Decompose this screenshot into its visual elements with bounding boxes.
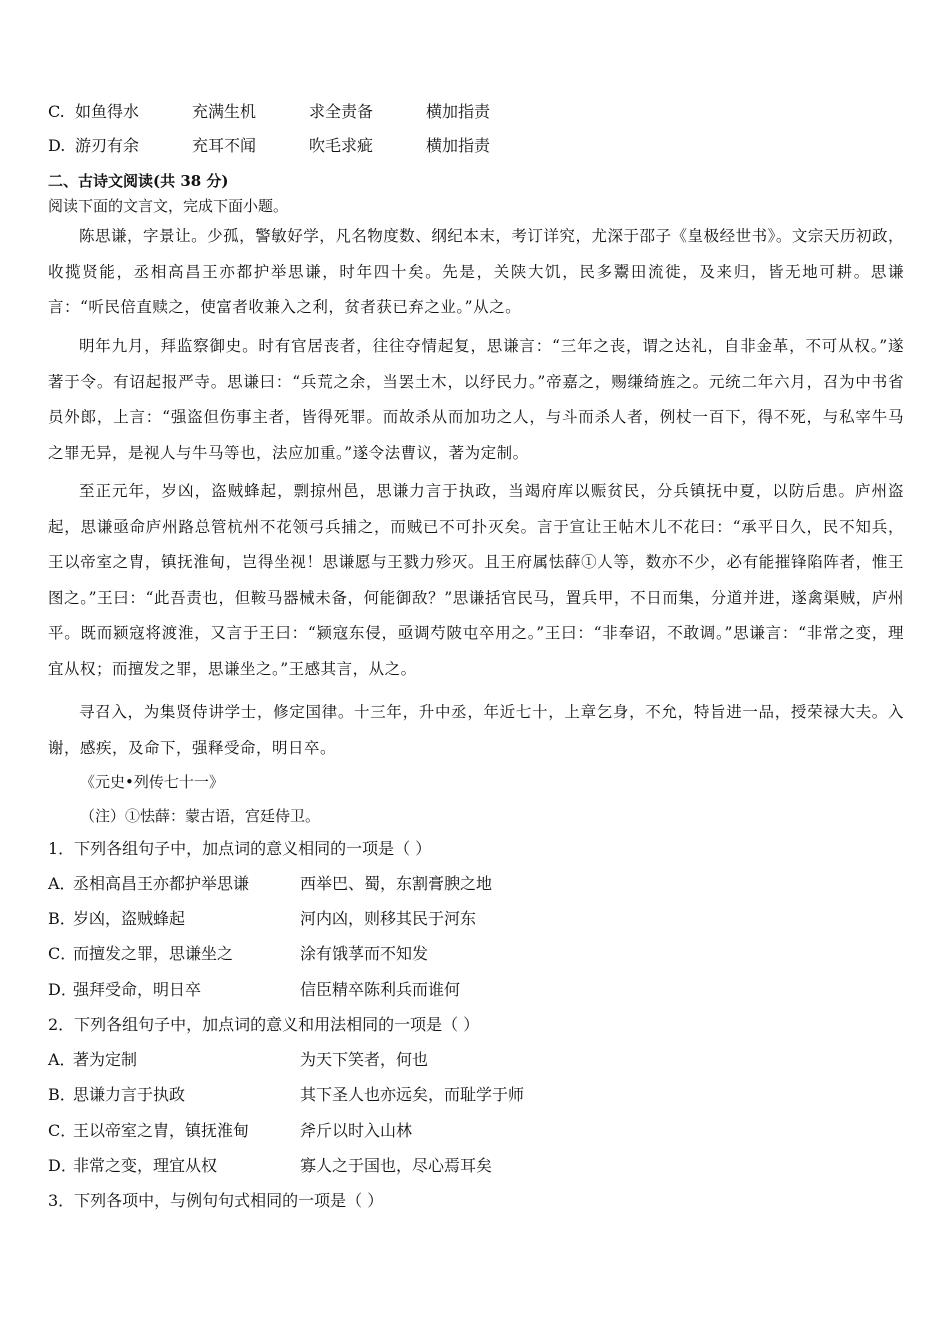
option-sentence-a: 非常之变，理宜从权: [73, 1156, 218, 1175]
option-term: 求全责备: [309, 102, 374, 121]
option-sentence-a: 而擅发之罪，思谦坐之: [73, 944, 234, 963]
passage-paragraph-2: 明年九月，拜监察御史。时有官居丧者，往往夺情起复，思谦言：“三年之丧，谓之达礼，自非金革，不可从权。”遂著于令。有诏起报严寺。思谦曰：“兵荒之余，当罢土木，以纾民力。”帝嘉之，赐缣绮旌之。元统二年六月，召为中书省员外郎，上言：“强盗但伤事主者，皆得死罪。而故杀从而加功之人，与斗而杀人者，例杖一百下，得不死，与私宰牛马之罪无异，是视人与牛马等也，法应加重。”遂令法曹议，著为定制。: [48, 337, 904, 462]
option-label: D.: [48, 136, 66, 155]
question-3-stem: 3．下列各项中，与例句句式相同的一项是（ ）: [48, 1191, 384, 1210]
option-label: C.: [48, 102, 65, 121]
option-sentence-a: 岁凶，盗贼蜂起: [73, 909, 186, 928]
option-sentence-b: 河内凶，则移其民于河东: [300, 909, 477, 928]
option-term: 充耳不闻: [192, 136, 257, 155]
question-2-stem: 2．下列各组句子中，加点词的意义和用法相同的一项是（ ）: [48, 1015, 480, 1034]
option-sentence-a: 丞相高昌王亦都护举思谦: [73, 874, 250, 893]
option-term: 吹毛求疵: [309, 136, 374, 155]
option-sentence-a: 思谦力言于执政: [73, 1085, 186, 1104]
passage-note: （注）①怯薛：蒙古语，宫廷侍卫。: [80, 807, 321, 825]
option-term: 游刃有余: [75, 136, 140, 155]
option-sentence-b: 斧斤以时入山林: [300, 1121, 413, 1140]
passage-paragraph-1: 陈思谦，字景让。少孤，警敏好学，凡名物度数、纲纪本末，考订详究，尤深于邵子《皇极经世书》。文宗天历初政，收揽贤能，丞相高昌王亦都护举思谦，时年四十矣。先是，关陕大饥，民多鬻田流徙，及来归，皆无地可耕。思谦言：“听民倍直赎之，使富者收兼入之利，贫者获已弃之业。”从之。: [48, 227, 904, 316]
option-sentence-b: 西举巴、蜀，东割膏腴之地: [300, 874, 493, 893]
question-1-stem: 1．下列各组句子中，加点词的意义相同的一项是（ ）: [48, 839, 432, 858]
instruction: 阅读下面的文言文，完成下面小题。: [48, 197, 289, 215]
option-label: C．: [48, 944, 77, 963]
option-sentence-b: 为天下笑者，何也: [300, 1050, 429, 1069]
option-label: D．: [48, 980, 77, 999]
option-sentence-a: 王以帝室之胄，镇抚淮甸: [73, 1121, 250, 1140]
option-sentence-b: 涂有饿莩而不知发: [300, 944, 429, 963]
option-label: B．: [48, 1085, 76, 1104]
section-title: 二、古诗文阅读(共 38 分): [48, 172, 229, 190]
option-term: 如鱼得水: [75, 102, 140, 121]
option-sentence-a: 强拜受命，明日卒: [73, 980, 202, 999]
option-label: B．: [48, 909, 76, 928]
passage-source: 《元史•列传七十一》: [80, 773, 224, 791]
option-term: 充满生机: [192, 102, 257, 121]
option-term: 横加指责: [426, 102, 491, 121]
option-sentence-b: 其下圣人也亦远矣，而耻学于师: [300, 1085, 525, 1104]
option-label: A．: [48, 874, 76, 893]
option-sentence-b: 寡人之于国也，尽心焉耳矣: [300, 1156, 493, 1175]
option-label: D．: [48, 1156, 77, 1175]
option-sentence-a: 著为定制: [73, 1050, 138, 1069]
option-label: C．: [48, 1121, 77, 1140]
option-label: A．: [48, 1050, 76, 1069]
option-term: 横加指责: [426, 136, 491, 155]
passage-paragraph-3: 至正元年，岁凶，盗贼蜂起，剽掠州邑，思谦力言于执政，当竭府库以赈贫民，分兵镇抚中夏，以防后患。庐州盗起，思谦亟命庐州路总管杭州不花领弓兵捕之，而贼已不可扑灭矣。言于宣让王帖木儿不花曰：“承平日久，民不知兵，王以帝室之胄，镇抚淮甸，岂得坐视！思谦愿与王戮力殄灭。且王府属怯薛①人等，数亦不少，必有能摧锋陷阵者，惟王图之。”王曰：“此吾责也，但鞍马器械未备，何能御敌？”思谦括官民马，置兵甲，不日而集，分道并进，遂禽渠贼，庐州平。既而颍寇将渡淮，又言于王曰：“颍寇东侵，亟调芍陂屯卒用之。”王曰：“非奉诏，不敢调。”思谦言：“非常之变，理宜从权；而擅发之罪，思谦坐之。”王感其言，从之。: [48, 482, 904, 678]
option-sentence-b: 信臣精卒陈利兵而谁何: [300, 980, 461, 999]
passage-paragraph-4: 寻召入，为集贤侍讲学士，修定国律。十三年，升中丞，年近七十，上章乞身，不允，特旨进一品，授荣禄大夫。入谢，感疾，及命下，强释受命，明日卒。: [48, 703, 904, 757]
